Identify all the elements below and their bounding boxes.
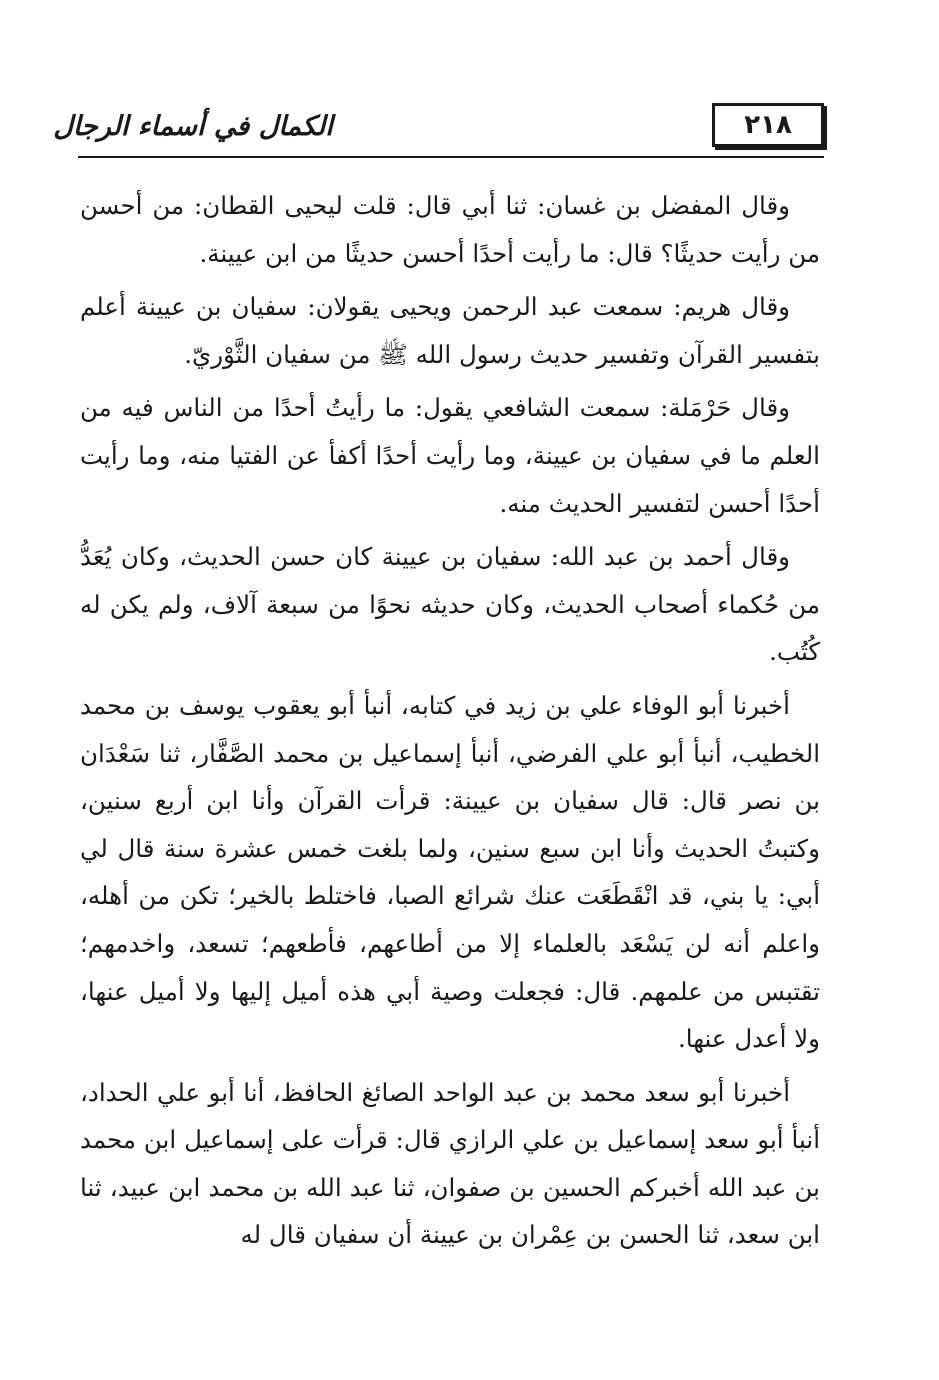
header-divider [78,156,824,158]
page-header [53,90,824,158]
paragraph: أخبرنا أبو سعد محمد بن عبد الواحد الصائغ الحافظ، أنا أبو علي الحداد، أنبأ أبو سعد إسماعيل بن علي الرازي قال: قرأت على إسماعيل ابن محمد بن عبد الله أخبركم الحسين بن صفوان، ثنا عبد الله بن محمد ابن عبيد، ثنا ابن سعد، ثنا الحسن بن عِمْران بن عيينة أن سفيان قال له [80,1077,820,1250]
paragraph: وقال حَرْمَلة: سمعت الشافعي يقول: ما رأيتُ أحدًا من الناس فيه من العلم ما في سفيان بن عيينة، وما رأيت أحدًا أكفأ عن الفتيا منه، وما رأيت أحدًا أحسن لتفسير الحديث منه. [80,393,820,518]
paragraph: وقال أحمد بن عبد الله: سفيان بن عيينة كان حسن الحديث، وكان يُعَدُّ من حُكماء أصحاب الحديث، وكان حديثه نحوًا من سبعة آلاف، ولم يكن له كُتُب. [80,542,820,667]
paragraph: وقال هريم: سمعت عبد الرحمن ويحيى يقولان: سفيان بن عيينة أعلم بتفسير القرآن وتفسير حديث رسول الله ﷺ من سفيان الثَّوْريّ. [80,292,820,369]
paragraph: أخبرنا أبو الوفاء علي بن زيد في كتابه، أنبأ أبو يعقوب يوسف بن محمد الخطيب، أنبأ أبو علي الفرضي، أنبأ إسماعيل بن محمد الصَّفَّار، ثنا سَعْدَان بن نصر قال: قال سفيان بن عيينة: قرأت القرآن وأنا ابن أربع سنين، وكتبتُ الحديث وأنا ابن سبع سنين، ولما بلغت خمس عشرة سنة قال لي أبي: يا بني، قد انْقَطَعَت عنك شرائع الصبا، فاختلط بالخير؛ تكن من أهله، واعلم أنه لن يَسْعَد بالعلماء إلا من أطاعهم، فأطعهم؛ تسعد، واخدمهم؛ تقتبس من علمهم. قال: فجعلت وصية أبي هذه أميل إليها ولا أميل عنها، ولا أعدل عنها. [80,690,820,1054]
main-text [80,182,820,1265]
paragraph: وقال المفضل بن غسان: ثنا أبي قال: قلت ليحيى القطان: من أحسن من رأيت حديثًا؟ قال: ما رأيت أحدًا أحسن حديثًا من ابن عيينة. [80,191,820,268]
book-title-calligraphy: الكمال في أسماء الرجال [53,110,333,142]
page-number: ٢١٨ [712,103,824,147]
